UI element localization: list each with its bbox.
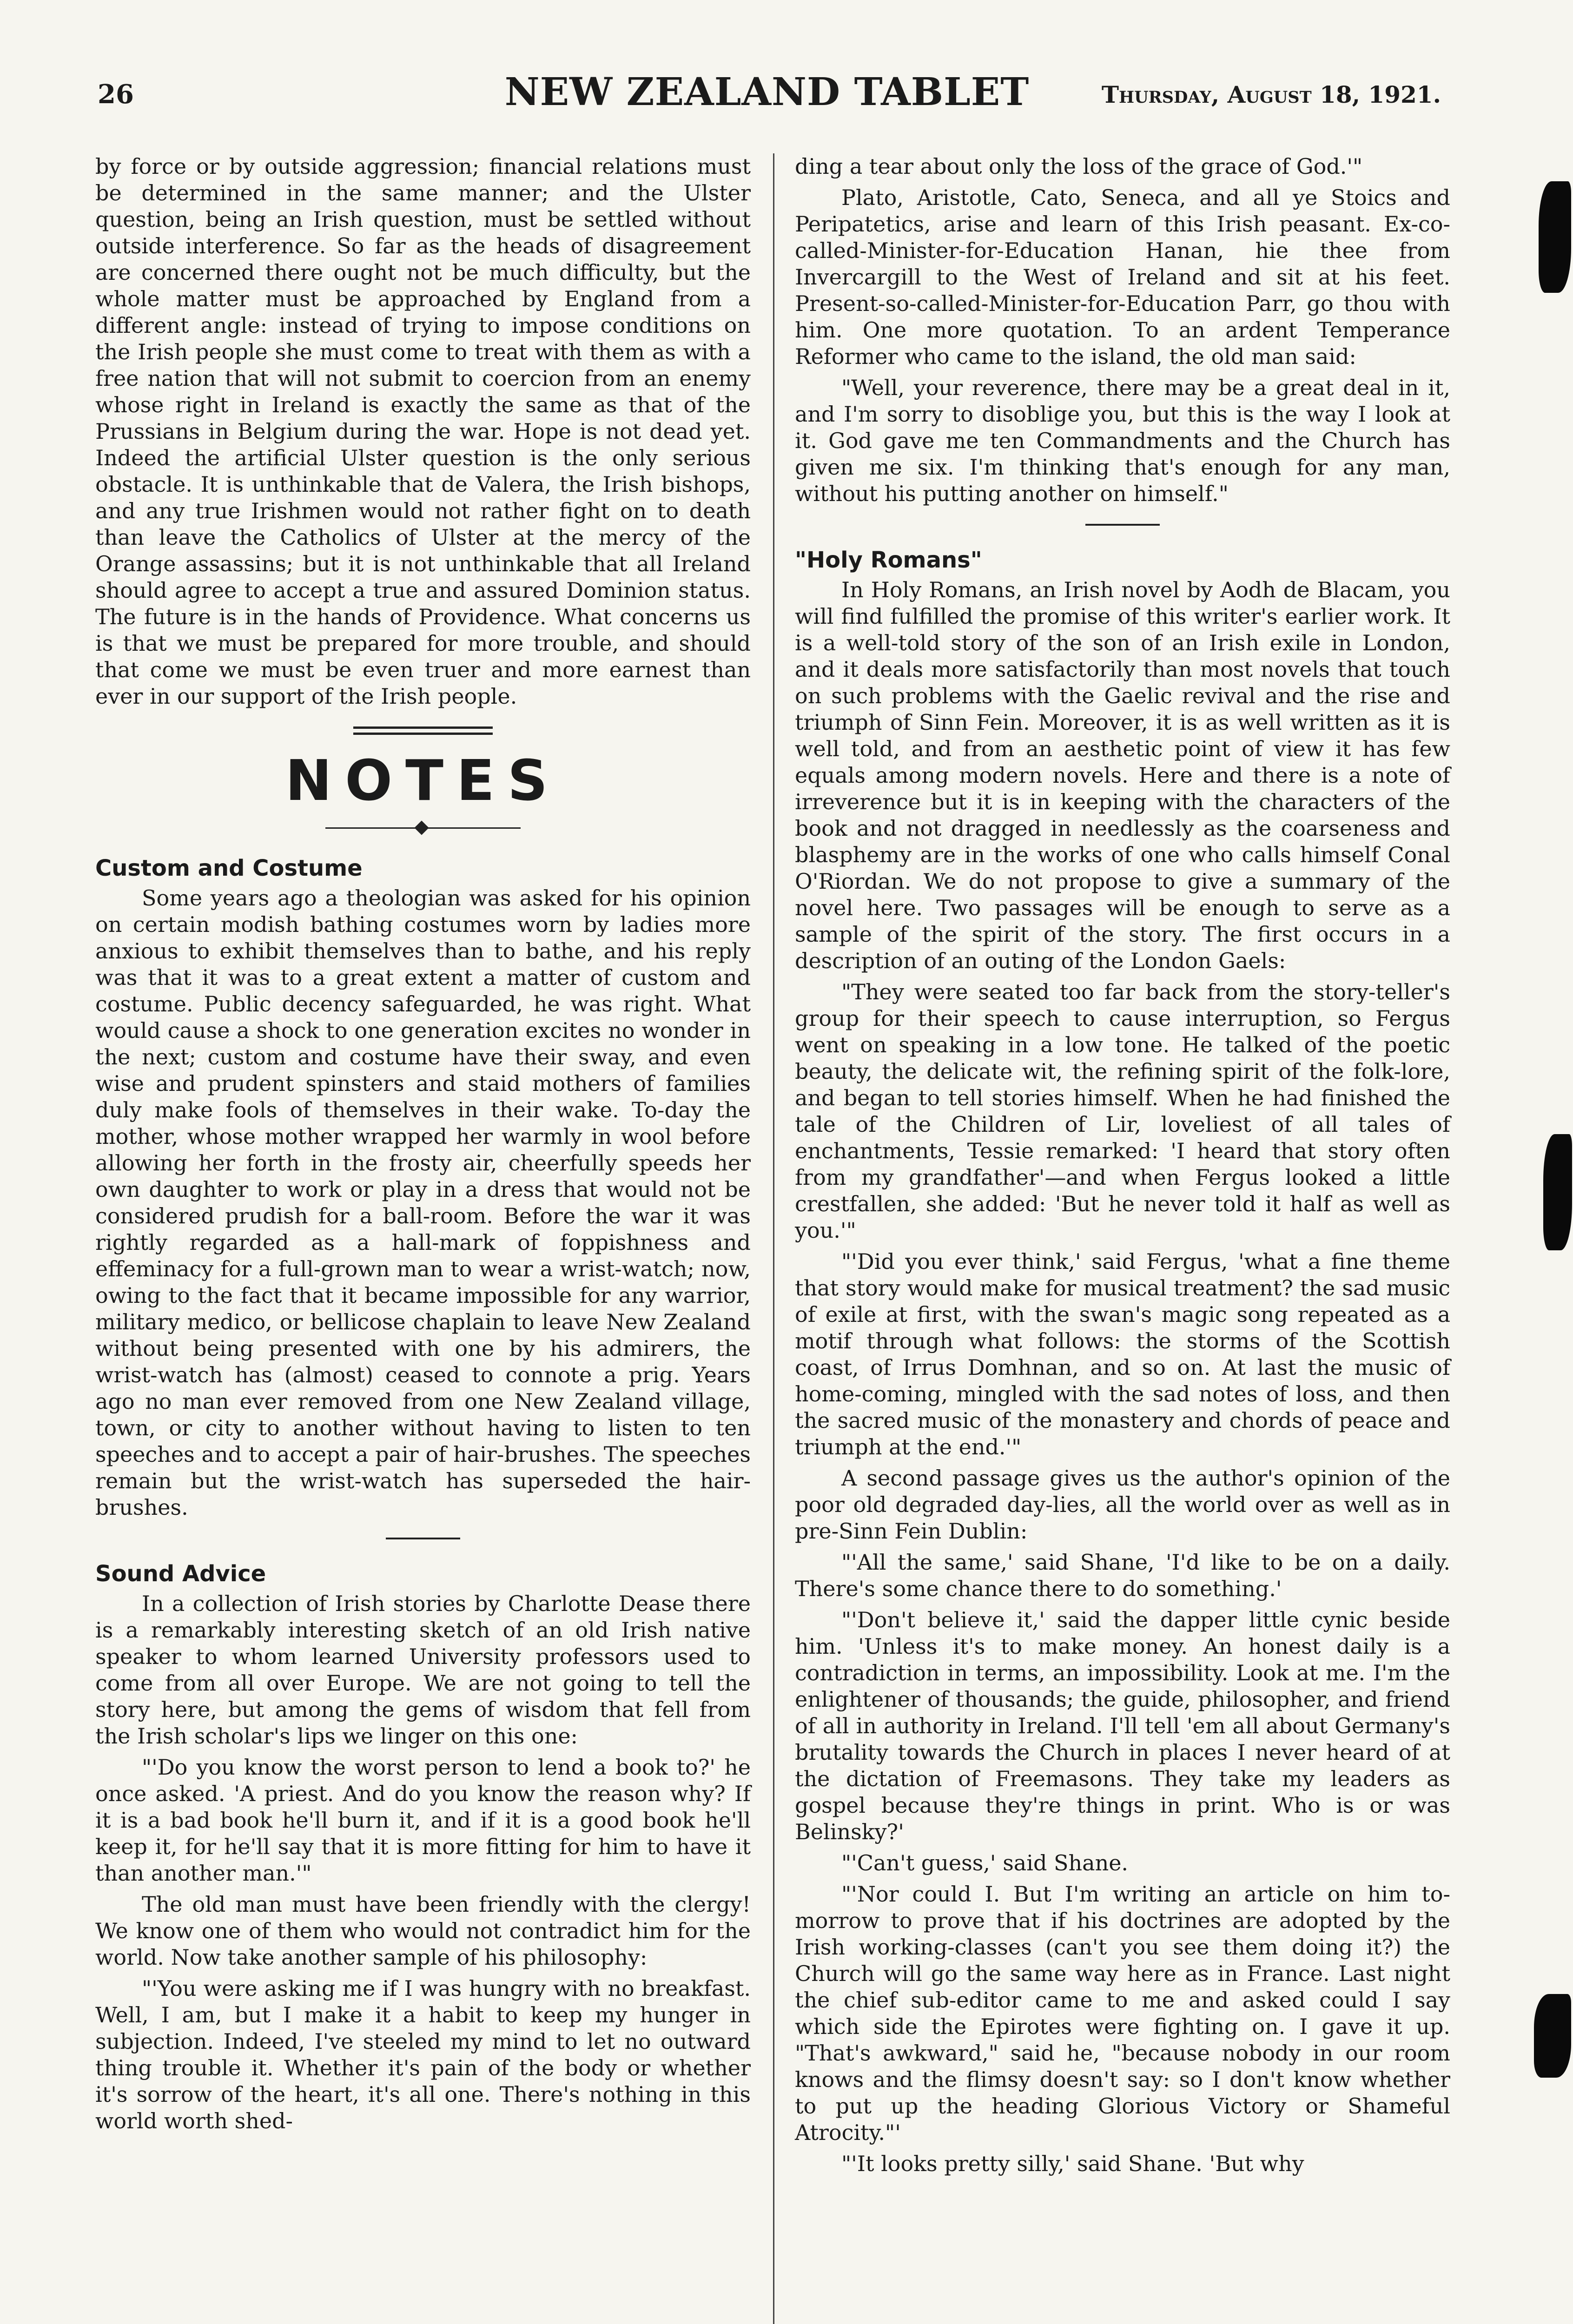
excerpt-paragraph: "'Did you ever think,' said Fergus, 'what a fine theme that story would make for musical treatment? the sad music of exile at first, with the swan's magic song repeated as a motif through what follows: the storms of the Scottish coast, of Irrus Domhnan, and so on. At last the music of home-coming, mingled with the sad notes of loss, and then the sacred music of the monastery and chords of peace and triumph at the end.'": [795, 1249, 1450, 1459]
page-number: 26: [98, 79, 134, 110]
notes-heading: NOTES: [285, 749, 561, 813]
excerpt-paragraph: "'Don't believe it,' said the dapper little cynic beside him. 'Unless it's to make money. An honest daily is a contradiction in terms, an impossibility. Look at me. I'm the enlightener of thousands; the guide, philosopher, and friend of all in authority in Ireland. I'll tell 'em all about Germany's brutality towards the Church in places I never heard of at the dictation of Freemasons. They take my leaders as gospel because they're things in print. Who is or was Belinsky?': [795, 1607, 1450, 1844]
custom-costume-heading: Custom and Costume: [95, 855, 363, 881]
issue-date: Thursday, August 18, 1921.: [1101, 81, 1441, 108]
quote-paragraph: "'You were asking me if I was hungry with no breakfast. Well, I am, but I make it a habit to keep my hunger in subjection. Indeed, I've steeled my mind to let no outward thing trouble it. Whether it's pain of the body or whether it's sorrow of the heart, it's all one. There's nothing in this world worth shed-: [95, 1976, 751, 2133]
quote-continuation: ding a tear about only the loss of the grace of God.'": [795, 154, 1363, 179]
custom-costume-paragraph: Some years ago a theologian was asked for his opinion on certain modish bathing costumes worn by ladies more anxious to exhibit themselves than to bathe, and his reply was that it was to a great extent a matter of custom and costume. Public decency safeguarded, he was right. What would cause a shock to one generation excites no wonder in the next; custom and costume have their sway, and even wise and prudent spinsters and staid mothers of families duly make fools of themselves in their wake. To-day the mother, whose mother wrapped her warmly in wool before allowing her forth in the frosty air, cheerfully speeds her own daughter to work or play in a dress that would not be considered prudish for a ball-room. Before the war it was rightly regarded as a hall-mark of foppishness and effeminacy for a full-grown man to wear a wrist-watch; now, owing to the fact that it became impossible for any warrior, military medico, or bellicose chaplain to leave New Zealand without being presented with one by his admirers, the wrist-watch has (almost) ceased to connote a prig. Years ago no man ever removed from one New Zealand village, town, or city to another without having to listen to ten speeches and to accept a pair of hair-brushes. The speeches remain but the wrist-watch has superseded the hair-brushes.: [95, 885, 751, 1520]
notes-ornament: [325, 823, 521, 834]
ink-blot: [1534, 1994, 1571, 2078]
masthead-title: NEW ZEALAND TABLET: [504, 70, 1030, 114]
quote-paragraph: "'Do you know the worst person to lend a book to?' he once asked. 'A priest. And do you know the reason why? If it is a bad book he'll burn it, and if it is a good book he'll keep it, for he'll say that it is more fitting for him to have it than another man.'": [95, 1755, 751, 1886]
excerpt-paragraph: "'All the same,' said Shane, 'I'd like to be on a daily. There's some chance there to do something.': [795, 1550, 1450, 1601]
right-column: [795, 153, 1450, 2177]
review-paragraph: A second passage gives us the author's opinion of the poor old degraded day-lies, all the world over as well as in pre-Sinn Fein Dublin:: [795, 1466, 1450, 1544]
editorial-continuation: by force or by outside aggression; financial relations must be determined in the same manner; and the Ulster question, being an Irish question, must be settled without outside interference. So far as the heads of disagreement are concerned there ought not be much difficulty, but the whole matter must be approached by England from a different angle: instead of trying to impose conditions on the Irish people she must come to treat with them as with a free nation that will not submit to coercion from an enemy whose right in Ireland is exactly the same as that of the Prussians in Belgium during the war. Hope is not dead yet. Indeed the artificial Ulster question is the only serious obstacle. It is unthinkable that de Valera, the Irish bishops, and any true Irishmen would not rather fight on to death than leave the Catholics of Ulster at the mercy of the Orange assassins; but it is not unthinkable that all Ireland should agree to accept a true and assured Dominion status. The future is in the hands of Providence. What concerns us is that we must be prepared for more trouble, and should that come we must be even truer and more earnest than ever in our support of the Irish people.: [95, 154, 751, 709]
ink-blot: [1543, 1134, 1572, 1250]
sound-advice-paragraph: In a collection of Irish stories by Charlotte Dease there is a remarkably interesting sketch of an old Irish native speaker to whom learned University professors used to come from all over Europe. We are not going to tell the story here, but among the gems of wisdom that fell from the Irish scholar's lips we linger on this one:: [95, 1591, 751, 1749]
section-divider: [353, 726, 493, 735]
column-divider: [773, 153, 774, 2324]
sound-advice-heading: Sound Advice: [95, 1561, 266, 1587]
holy-romans-heading: "Holy Romans": [795, 547, 982, 573]
excerpt-paragraph: "'Nor could I. But I'm writing an article on him to-morrow to prove that if his doctrines are adopted by the Irish working-classes (can't you see them doing it?) the Church will go the same way here as in France. Last night the chief sub-editor came to me and asked could I say which side the Epirotes were fighting on. I gave it up. "That's awkward," said he, "because nobody in our room knows and the flimsy doesn't say: so I don't know whether to put up the heading Glorious Victory or Shameful Atrocity."': [795, 1882, 1450, 2145]
short-divider: [386, 1538, 460, 1539]
left-column: [95, 153, 751, 2134]
excerpt-paragraph: "They were seated too far back from the story-teller's group for their speech to cause interruption, so Fergus went on speaking in a low tone. He talked of the poetic beauty, the delicate wit, the refining spirit of the folk-lore, and began to tell stories himself. When he had finished the tale of the Children of Lir, loveliest of all tales of enchantments, Tessie remarked: 'I heard that story often from my grandfather'—and when Fergus looked a little crestfallen, she added: 'But he never told it half as well as you.'": [795, 979, 1450, 1243]
ink-blot: [1539, 181, 1571, 293]
review-paragraph: In Holy Romans, an Irish novel by Aodh de Blacam, you will find fulfilled the promise of this writer's earlier work. It is a well-told story of the son of an Irish exile in London, and it deals more satisfactorily than most novels that touch on such problems with the Gaelic revival and the rise and triumph of Sinn Fein. Moreover, it is as well written as it is well told, and from an aesthetic point of view it has few equals among modern novels. Here and there is a note of irreverence but it is in keeping with the characters of the book and not dragged in needlessly as the coarseness and blasphemy are in the works of one who calls himself Conal O'Riordan. We do not propose to give a summary of the novel here. Two passages will be enough to serve as a sample of the spirit of the story. The first occurs in a description of an outing of the London Gaels:: [795, 577, 1450, 973]
commentary-paragraph: Plato, Aristotle, Cato, Seneca, and all ye Stoics and Peripatetics, arise and learn of this Irish peasant. Ex-co-called-Minister-for-Education Hanan, hie thee from Invercargill to the West of Ireland and sit at his feet. Present-so-called-Minister-for-Education Parr, go thou with him. One more quotation. To an ardent Temperance Reformer who came to the island, the old man said:: [795, 185, 1450, 369]
quote-paragraph: "Well, your reverence, there may be a great deal in it, and I'm sorry to disoblige you, but this is the way I look at it. God gave me ten Commandments and the Church has given me six. I'm thinking that's enough for any man, without his putting another on himself.": [795, 375, 1450, 506]
excerpt-paragraph: "'It looks pretty silly,' said Shane. 'But why: [841, 2151, 1304, 2176]
page-header: [93, 70, 1441, 121]
excerpt-paragraph: "'Can't guess,' said Shane.: [841, 1850, 1129, 1875]
sound-advice-paragraph: The old man must have been friendly with the clergy! We know one of them who would not contradict him for the world. Now take another sample of his philosophy:: [95, 1892, 751, 1970]
short-divider: [1085, 524, 1160, 526]
